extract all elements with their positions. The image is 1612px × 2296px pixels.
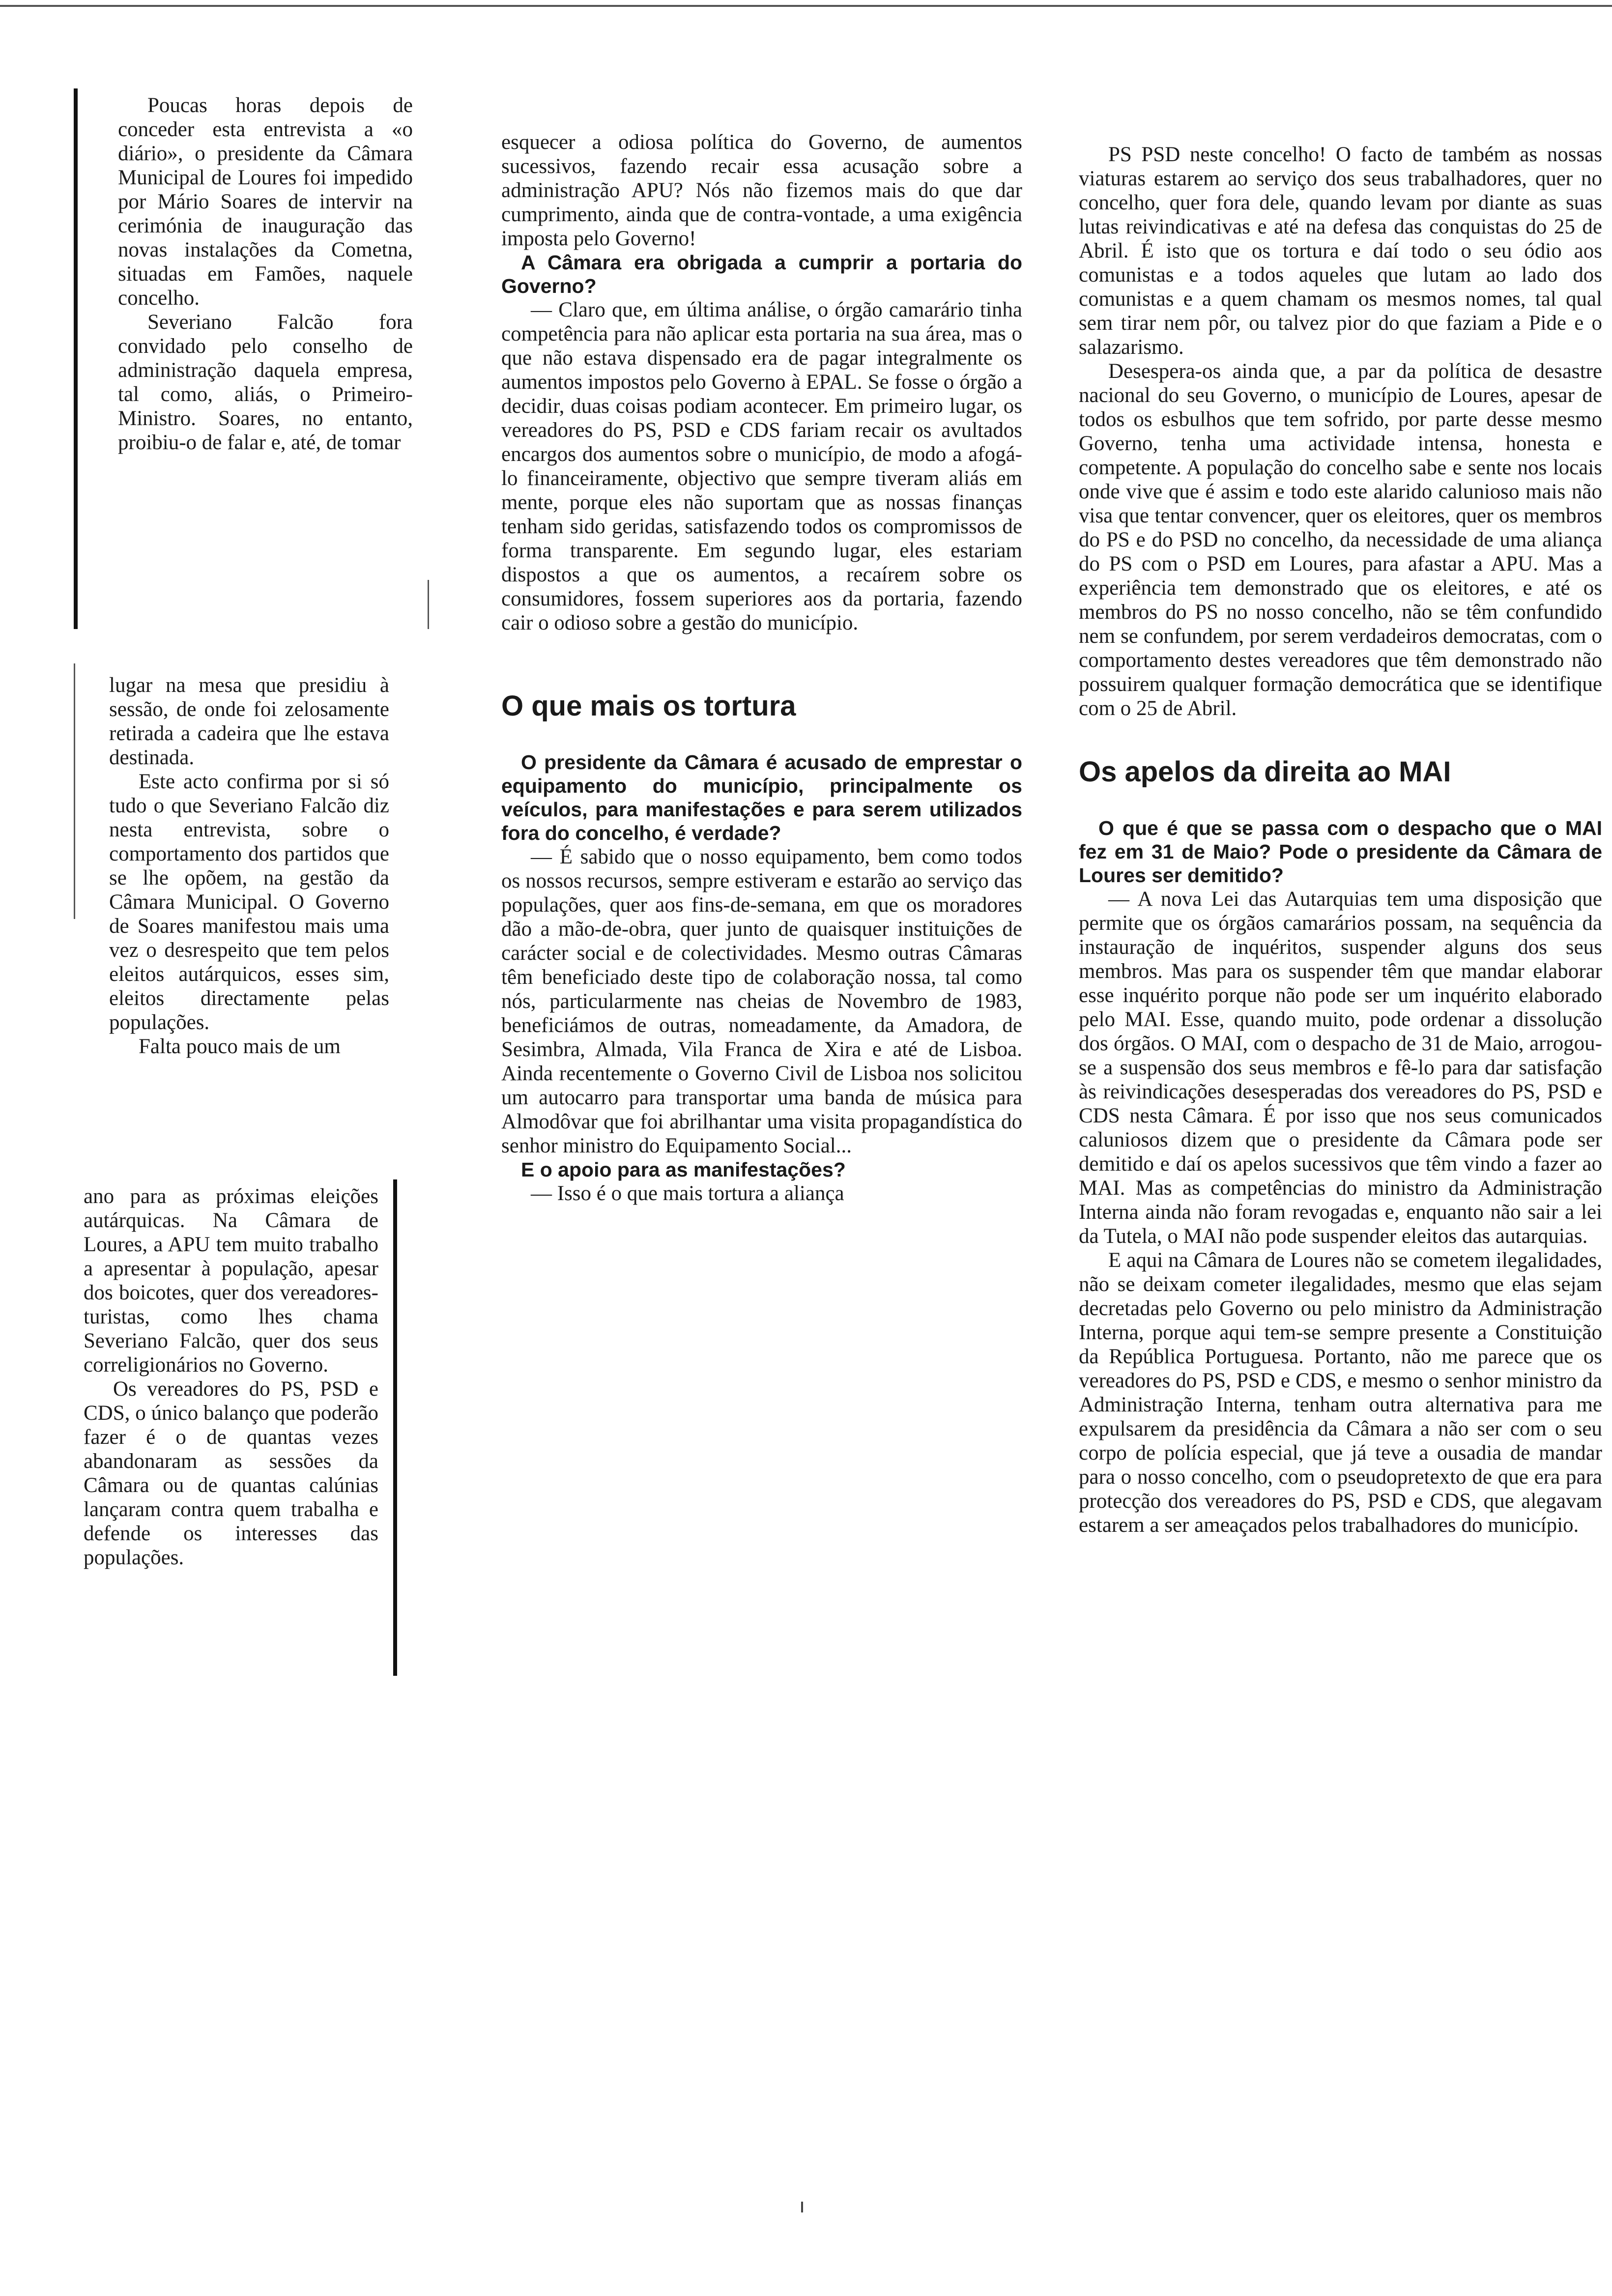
question: E o apoio para as manifestações? — [521, 1158, 846, 1181]
section-heading: Os apelos da direita ao MAI — [1079, 756, 1451, 788]
column1-block1-right-rule — [428, 580, 429, 629]
column1-block3-bar — [393, 1179, 397, 1676]
column3-paragraph: — A nova Lei das Autarquias tem uma disposição que permite que os órgãos camarários possam, na sequência da instauração de inquéritos, suspender alguns dos seus membros. Mas para os suspender têm que mandar elaborar esse inquérito porque não pode ser um inquérito elaborado pelo MAI. Esse, quando muito, pode ordenar a dissolução dos órgãos. O MAI, com o despacho de 31 de Maio, arrogou-se a suspensão dos seus membros e fê-lo para dar satisfação às reivindicações desesperadas dos vereadores do PS, PSD e CDS nesta Câmara. É por isso que nos seus comunicados caluniosos dizem que o presidente da Câmara pode ser demitido e daí os apelos sucessivos que têm vindo a fazer ao MAI. Mas as competências do ministro da Administração Interna ainda não foram revogadas e, enquanto não sair a lei da Tutela, o MAI não pode suspender eleitos das autarquias. — [1079, 888, 1602, 1248]
column3-paragraph: PS PSD neste concelho! O facto de também as nossas viaturas estarem ao serviço dos seus trabalhadores, quer no concelho, quer fora dele, quando levam por diante as suas lutas reivindicativas e até na defesa das conquistas do 25 de Abril. É isto que os tortura e daí todo o seu ódio aos comunistas e a todos aqueles que lutam ao lado dos comunistas e a quem chamam os mesmos nomes, tal qual sem tirar nem pôr, ou talvez pior do que faziam a Pide e o salazarismo. — [1079, 143, 1602, 359]
column2 — [501, 130, 1022, 1205]
column3 — [1079, 143, 1602, 1537]
top-rule — [0, 5, 1612, 7]
column1-paragraph: Este acto confirma por si só tudo o que Severiano Falcão diz nesta entrevista, sobre o comportamento dos partidos que se lhe opõem, na gestão da Câmara Municipal. O Governo de Soares manifestou mais uma vez o desrespeito que tem pelos eleitos autárquicos, esses sim, eleitos directamente pelas populações. — [109, 770, 389, 1034]
column3-paragraph: E aqui na Câmara de Loures não se cometem ilegalidades, não se deixam cometer ilegalidades, mesmo que elas sejam decretadas pelo Governo ou pelo ministro da Administração Interna, porque aqui tem-se sempre presente a Constituição da República Portuguesa. Portanto, não me parece que os vereadores do PS, PSD e CDS, e mesmo o senhor ministro da Administração Interna, tenham outra alternativa para me expulsarem da presidência da Câmara a não ser com o seu corpo de polícia especial, que já teve a ousadia de mandar para o nosso concelho, com o pseudopretexto de que era para protecção dos vereadores do PS, PSD e CDS, que alegavam estarem a ser ameaçados pelos trabalhadores do município. — [1079, 1249, 1602, 1537]
column1-paragraph: Falta pouco mais de um — [139, 1035, 341, 1058]
column1-block2 — [109, 673, 389, 1059]
column1-paragraph: Poucas horas depois de conceder esta entrevista a «o diário», o presidente da Câmara Municipal de Loures foi impedido por Mário Soares de intervir na cerimónia de inauguração das novas instalações da Cometna, situadas em Famões, naquele concelho. — [118, 94, 413, 310]
question: O presidente da Câmara é acusado de emprestar o equipamento do município, principalmente os veículos, para manifestações e para serem utilizados fora do concelho, é verdade? — [501, 751, 1022, 844]
question: O que é que se passa com o despacho que o MAI fez em 31 de Maio? Pode o presidente da Câmara de Loures ser demitido? — [1079, 817, 1602, 887]
column2-paragraph: — É sabido que o nosso equipamento, bem como todos os nossos recursos, sempre estiveram e estarão ao serviço das populações, quer aos fins-de-semana, em que os moradores dão a mão-de-obra, quer junto de quaisquer instituições de carácter social e de colectividades. Mesmo outras Câmaras têm beneficiado deste tipo de colaboração nossa, tal como nós, particularmente nas cheias de Novembro de 1983, beneficiámos de outras, nomeadamente, da Amadora, de Sesimbra, Almada, Vila Franca de Xira e até de Lisboa. Ainda recentemente o Governo Civil de Lisboa nos solicitou um autocarro para transportar uma banda de música para Almodôvar que foi abrilhantar uma visita propagandística do senhor ministro do Equipamento Social... — [501, 845, 1022, 1157]
column1-paragraph: lugar na mesa que presidiu à sessão, de onde foi zelosamente retirada a cadeira que lhe estava destinada. — [109, 674, 389, 769]
column1-paragraph: ano para as próximas eleições autárquicas. Na Câmara de Loures, a APU tem muito trabalho a apresentar à população, apesar dos boicotes, quer dos vereadores-turistas, como lhes chama Severiano Falcão, quer dos seus correligionários no Governo. — [84, 1185, 378, 1377]
column1-paragraph: Severiano Falcão fora convidado pelo conselho de administração daquela empresa, tal como, aliás, o Primeiro-Ministro. Soares, no entanto, proibiu-o de falar e, até, de tomar — [118, 311, 413, 454]
column1-paragraph: Os vereadores do PS, PSD e CDS, o único balanço que poderão fazer é o de quantas vezes abandonaram as sessões da Câmara ou de quantas calúnias lançaram contra quem trabalha e defende os interesses das populações. — [84, 1378, 378, 1569]
column2-paragraph: — Isso é o que mais tortura a aliança — [531, 1182, 844, 1205]
column1-block2-left-rule — [74, 663, 75, 919]
column1-block3 — [84, 1184, 378, 1570]
scan-mark — [801, 2202, 803, 2212]
column3-paragraph: Desespera-os ainda que, a par da política de desastre nacional do seu Governo, o município de Loures, apesar de todos os esbulhos que tem sofrido, por parte desse mesmo Governo, tenha uma actividade intensa, honesta e competente. A população do concelho sabe e sente nos locais onde vive que é assim e todo este alarido calunioso mais não visa que tentar convencer, quer os eleitores, quer os membros do PS e do PSD no concelho, da necessidade de uma aliança do PS com o PSD em Loures, para afastar a APU. Mas a experiência tem demonstrado que os eleitores, e até os membros do PS no nosso concelho, não se têm confundido nem se confundem, por serem verdadeiros democratas, com o comportamento destes vereadores que têm demonstrado não possuirem qualquer formação democrática que se identifique com o 25 de Abril. — [1079, 360, 1602, 720]
column1-block1-bar — [74, 88, 78, 629]
column2-paragraph: esquecer a odiosa política do Governo, de aumentos sucessivos, fazendo recair essa acusação sobre a administração APU? Nós não fizemos mais do que dar cumprimento, ainda que de contra-vontade, a uma exigência imposta pelo Governo! — [501, 131, 1022, 250]
section-heading: O que mais os tortura — [501, 690, 796, 722]
column1-block1 — [118, 93, 413, 455]
column2-paragraph: — Claro que, em última análise, o órgão camarário tinha competência para não aplicar esta portaria na sua área, mas o que não estava dispensado era de pagar integralmente os aumentos impostos pelo Governo à EPAL. Se fosse o órgão a decidir, duas coisas podiam acontecer. Em primeiro lugar, os vereadores do PS, PSD e CDS fariam recair os avultados encargos dos aumentos sobre o município, de modo a afogá-lo financeiramente, objectivo que sempre tiveram aliás em mente, porque eles não suportam que as nossas finanças tenham sido geridas, satisfazendo todos os compromissos de forma transparente. Em segundo lugar, eles estariam dispostos a que os aumentos, a recaírem sobre os consumidores, fossem superiores aos da portaria, fazendo cair o odioso sobre a gestão do município. — [501, 298, 1022, 634]
question: A Câmara era obrigada a cumprir a portaria do Governo? — [501, 251, 1022, 297]
